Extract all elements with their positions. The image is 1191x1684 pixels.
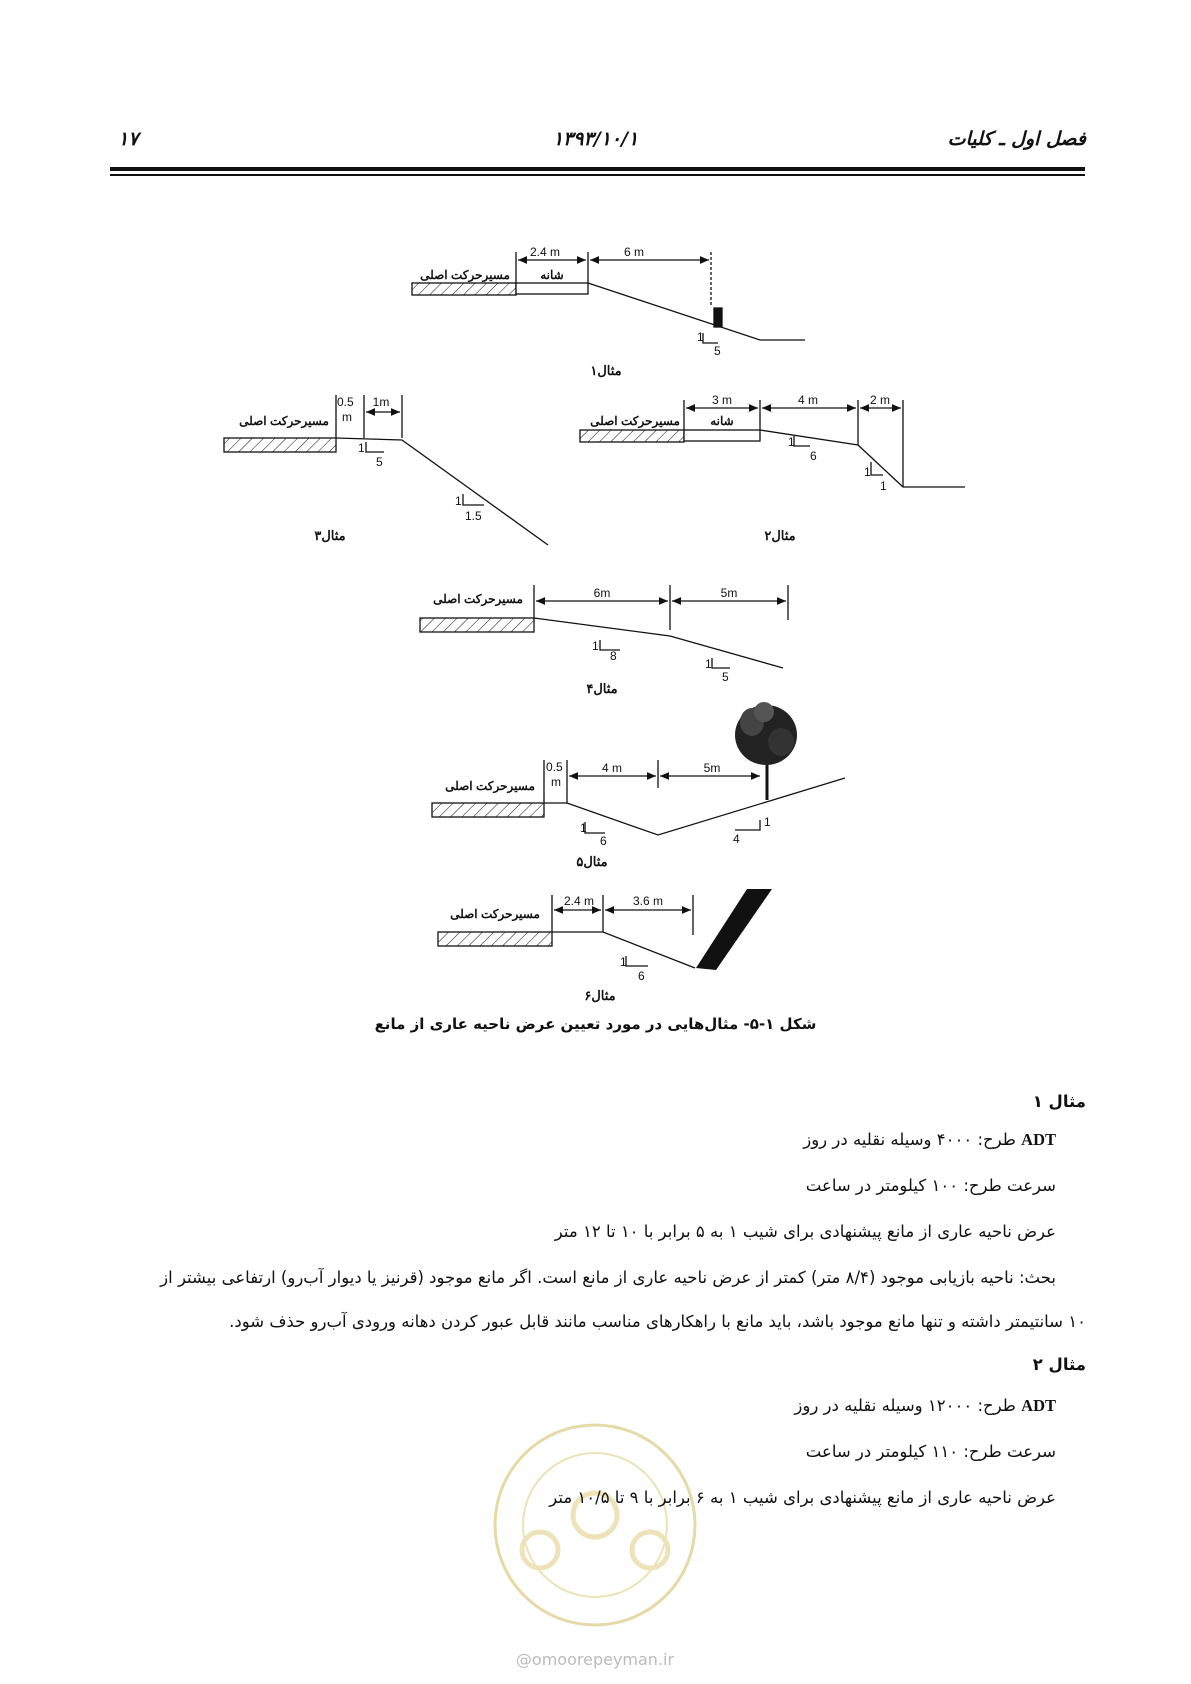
ex1-slope-a: 1 (697, 330, 704, 344)
example1-diagram (412, 252, 805, 343)
ex3-dim1: 0.5 (337, 395, 354, 409)
ex1-label: مثال۱ (590, 363, 622, 378)
example1-speed: سرعت طرح: ۱۰۰ کیلومتر در ساعت (805, 1176, 1056, 1195)
ex2-slope2-b: 1 (880, 479, 887, 493)
ex6-dim1: 2.4 m (563, 894, 595, 908)
ex1-slope-b: 5 (714, 344, 721, 358)
ex3-dim2: 1m (372, 395, 390, 409)
ex4-slope2-b: 5 (722, 670, 729, 684)
ex3-main-lane: مسیرحرکت اصلی (239, 414, 329, 428)
figure-caption: شکل ۱-۵- مثال‌هایی در مورد تعیین عرض ناحیه عاری از مانع (374, 1015, 817, 1033)
ex3-slope2-a: 1 (455, 494, 462, 508)
chapter-title: فصل اول ـ کلیات (947, 128, 1086, 150)
ex6-slope-a: 1 (620, 955, 627, 969)
ex5-dim1-unit: m (551, 775, 561, 789)
example2-adt: طرح: ۱۲۰۰۰ وسیله نقلیه در روز (794, 1396, 1022, 1415)
ex5-label: مثال۵ (576, 854, 608, 869)
ex4-slope2-a: 1 (705, 657, 712, 671)
example1-discussion-line1: بحث: ناحیه بازیابی موجود (۸/۴ متر) کمتر از عرض ناحیه عاری از مانع است. اگر مانع موجود (قرنیز یا دیوار آب‌رو) ارتفاعی بیشتر از (160, 1268, 1056, 1287)
header-date: ۱۳۹۳/۱۰/۱ (552, 128, 639, 150)
ex2-dim2: 4 m (797, 393, 819, 407)
ex4-slope1-b: 8 (610, 649, 617, 663)
ex6-dim2: 3.6 m (632, 894, 664, 908)
tree-icon (735, 702, 797, 800)
example1-discussion-line2: ۱۰ سانتیمتر داشته و تنها مانع موجود باشد، باید مانع با راهکارهای مناسب مانند قابل عبور کردن دهانه ورودی آب‌رو حذف شود. (229, 1312, 1086, 1331)
ex2-label: مثال۲ (764, 528, 796, 543)
example5-diagram (432, 760, 845, 835)
ex1-shoulder: شانه (540, 268, 564, 282)
ex2-shoulder: شانه (710, 414, 734, 428)
example1-width: عرض ناحیه عاری از مانع پیشنهادی برای شیب ۱ به ۵ برابر با ۱۰ تا ۱۲ متر (554, 1222, 1056, 1241)
ex6-slope-b: 6 (638, 969, 645, 983)
ex2-slope1-a: 1 (788, 435, 795, 449)
ex5-slope2-a: 1 (764, 815, 771, 829)
ex5-slope1-b: 6 (600, 834, 607, 848)
ex5-main-lane: مسیرحرکت اصلی (445, 779, 535, 793)
ex3-label: مثال۳ (314, 528, 346, 543)
ex5-slope1-a: 1 (580, 821, 587, 835)
ex4-label: مثال۴ (586, 681, 618, 696)
ex5-slope2-b: 4 (733, 832, 740, 846)
ex6-label: مثال۶ (584, 988, 616, 1003)
ex3-slope1-b: 5 (376, 455, 383, 469)
watermark-site: @omoorepeyman.ir (515, 1650, 675, 1669)
ex4-slope1-a: 1 (592, 639, 599, 653)
example1-adt: طرح: ۴۰۰۰ وسیله نقلیه در روز (803, 1130, 1022, 1149)
ex1-dim2: 6 m (623, 245, 645, 259)
ex2-dim1: 3 m (711, 393, 733, 407)
ex6-main-lane: مسیرحرکت اصلی (450, 907, 540, 921)
wall-icon (696, 889, 772, 970)
ex4-dim1: 6m (593, 586, 611, 600)
ex2-dim3: 2 m (869, 393, 891, 407)
ex3-slope1-a: 1 (358, 441, 365, 455)
example2-title: مثال ۲ (1032, 1355, 1086, 1374)
ex3-slope2-b: 1.5 (465, 509, 482, 523)
ex4-main-lane: مسیرحرکت اصلی (433, 592, 523, 606)
ex5-dim3: 5m (703, 761, 721, 775)
example2-adt-label: ADT (1021, 1396, 1056, 1415)
ex2-main-lane: مسیرحرکت اصلی (590, 414, 680, 428)
ex2-slope2-a: 1 (864, 465, 871, 479)
example2-width: عرض ناحیه عاری از مانع پیشنهادی برای شیب ۱ به ۶ برابر با ۹ تا ۱۰/۵ متر (549, 1488, 1056, 1507)
ex1-main-lane: مسیرحرکت اصلی (420, 268, 510, 282)
example1-adt-label: ADT (1021, 1130, 1056, 1149)
ex1-dim1: 2.4 m (529, 245, 561, 259)
ex3-dim1-unit: m (342, 410, 352, 424)
example2-speed: سرعت طرح: ۱۱۰ کیلومتر در ساعت (805, 1442, 1056, 1461)
ex4-dim2: 5m (720, 586, 738, 600)
example1-title: مثال ۱ (1032, 1092, 1086, 1111)
ex5-dim2: 4 m (601, 761, 623, 775)
page-number: ۱۷ (118, 128, 139, 150)
ex5-dim1: 0.5 (546, 760, 563, 774)
ex2-slope1-b: 6 (810, 449, 817, 463)
